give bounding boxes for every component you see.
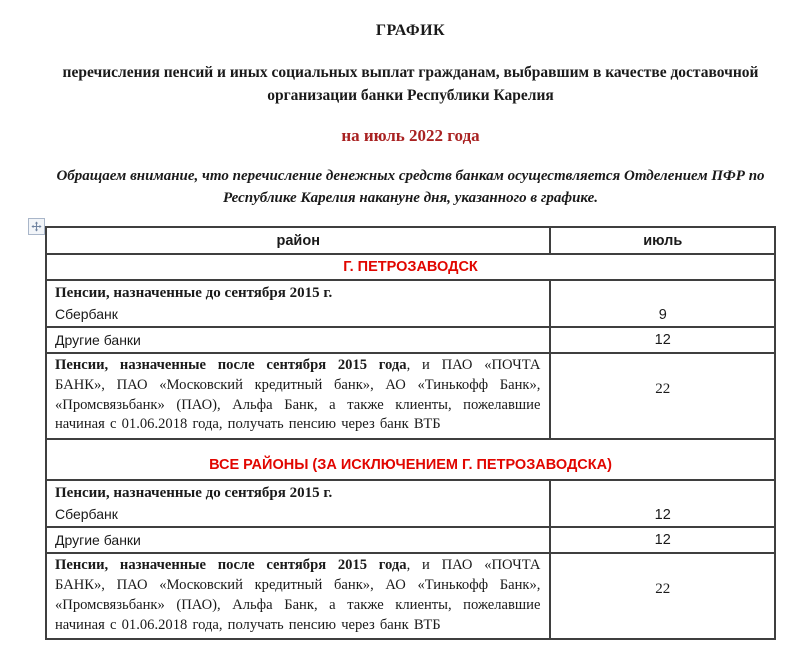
schedule-table <box>45 226 776 640</box>
pension-after-2015-lead: Пенсии, назначенные после сентября 2015 года <box>55 357 407 373</box>
table-row-other-banks <box>46 327 775 353</box>
table-row-pension-after <box>46 553 775 639</box>
pension-before-2015-label: Пенсии, назначенные до сентября 2015 г. <box>55 285 333 301</box>
move-cross-glyph <box>31 221 42 232</box>
section-header-row <box>46 254 775 280</box>
bank-sberbank-label: Сбербанк <box>55 306 118 322</box>
pension-after-2015-text <box>46 353 550 439</box>
pension-before-2015-label: Пенсии, назначенные до сентября 2015 г. <box>55 485 333 502</box>
section-header-petrozavodsk: Г. ПЕТРОЗАВОДСК <box>46 254 775 280</box>
period-heading: на июль 2022 года <box>341 126 480 145</box>
value-cell-other-banks: 12 <box>550 327 775 353</box>
table-row-pension-before <box>46 480 775 527</box>
other-banks-label: Другие банки <box>46 327 550 353</box>
other-banks-label: Другие банки <box>46 527 550 553</box>
column-header-july: июль <box>550 227 775 254</box>
column-header-district: район <box>46 227 550 254</box>
table-header-row <box>46 227 775 254</box>
table-row-pension-after <box>46 353 775 439</box>
value-cell-other-banks: 12 <box>550 527 775 553</box>
table-row-other-banks <box>46 527 775 553</box>
table-row-pension-before <box>46 280 775 327</box>
value-cell-sberbank: 12 <box>550 480 775 527</box>
bank-sberbank-label: Сбербанк <box>55 506 118 523</box>
section-all-districts <box>46 439 775 639</box>
section-header-row <box>46 439 775 480</box>
value-cell-pension-after: 22 <box>550 353 775 439</box>
pension-after-2015-text <box>46 553 550 639</box>
pension-after-2015-rest: , и ПАО «ПОЧТА БАНК», ПАО «Московский кредитный банк», АО «Тинькофф Банк», «Промсвязьбанк» (ПАО), Альфа Банк, а также клиенты, пожелавшие начиная с 01.06.2018 года, получать пенсию через банк ВТБ <box>55 357 541 433</box>
section-header-all-districts: ВСЕ РАЙОНЫ (ЗА ИСКЛЮЧЕНИЕМ Г. ПЕТРОЗАВОДСКА) <box>46 439 775 480</box>
page-title: ГРАФИК <box>375 22 446 39</box>
table-move-handle-icon[interactable] <box>28 218 45 235</box>
notice-text: Обращаем внимание, что перечисление денежных средств банкам осуществляется Отделением ПФР по Республике Карелия накануне дня, указанного в графике. <box>56 168 765 206</box>
pension-after-2015-rest: , и ПАО «ПОЧТА БАНК», ПАО «Московский кредитный банк», АО «Тинькофф Банк», «Промсвязьбанк» (ПАО), Альфа Банк, а также клиенты, пожелавшие начиная с 01.06.2018 года, получать пенсию через банк ВТБ <box>55 557 541 633</box>
pension-after-2015-lead: Пенсии, назначенные после сентября 2015 года <box>55 557 407 574</box>
value-cell-pension-after: 22 <box>550 553 775 639</box>
section-petrozavodsk <box>46 254 775 439</box>
value-cell-sberbank: 9 <box>550 280 775 327</box>
page-subtitle: перечисления пенсий и иных социальных выплат гражданам, выбравшим в качестве доставочной организации банки Республики Карелия <box>62 64 759 104</box>
